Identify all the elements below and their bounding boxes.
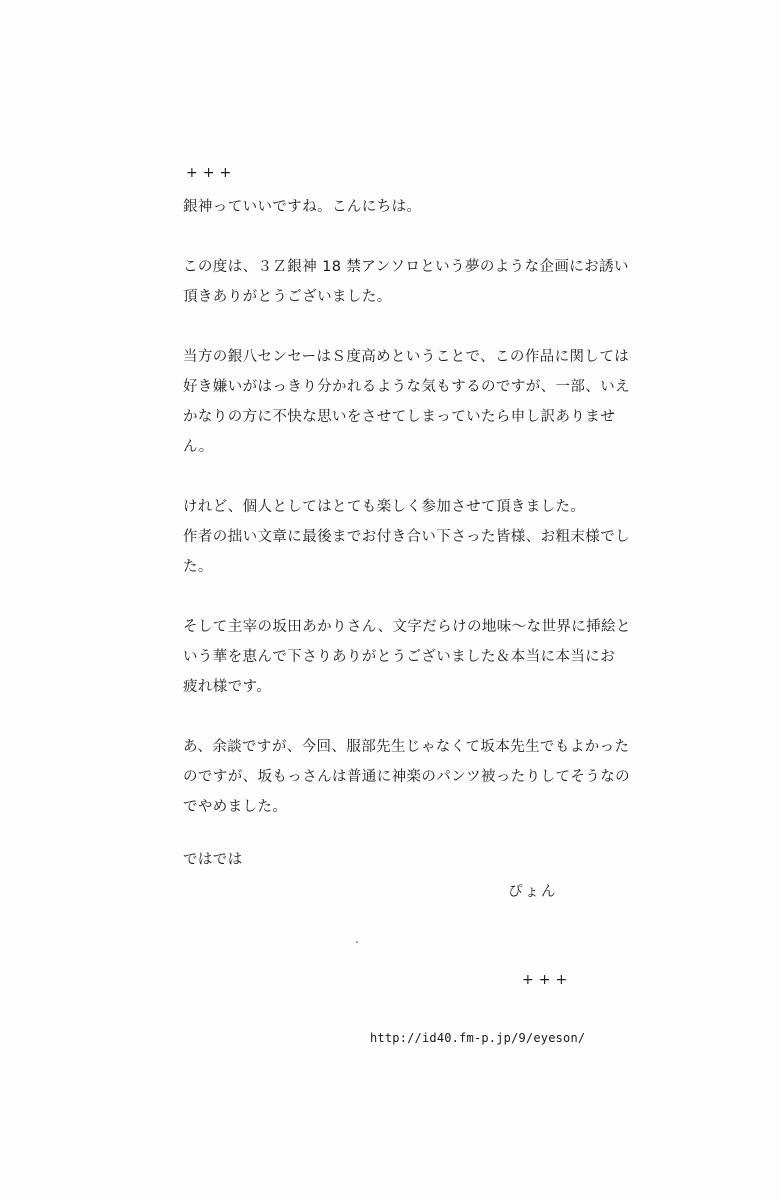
- content-line-1: 当方の銀八センセーはＳ度高めということで、この作品に関しては: [183, 349, 630, 365]
- thanks-line-1: この度は、３Ｚ銀神 18 禁アンソロという夢のような企画にお誘い: [183, 259, 629, 275]
- participation-line-2: 作者の拙い文章に最後までお付き合い下さった皆様、お粗末様でし: [183, 529, 630, 545]
- content-line-3: かなりの方に不快な思いをさせてしまっていたら申し訳ありませ: [183, 409, 616, 425]
- organizer-line-1: そして主宰の坂田あかりさん、文字だらけの地味～な世界に挿絵と: [183, 619, 631, 635]
- header-divider: +++: [186, 165, 237, 181]
- author-signature: ぴょん: [508, 884, 558, 900]
- content-line-4: ん。: [183, 439, 214, 455]
- scan-speck: [356, 941, 358, 943]
- footer-divider: +++: [522, 972, 573, 988]
- author-url: http://id40.fm-p.jp/9/eyeson/: [370, 1031, 586, 1045]
- content-line-2: 好き嫌いがはっきり分かれるような気もするのですが、一部、いえ: [183, 379, 630, 395]
- closing-line: ではでは: [183, 852, 243, 868]
- organizer-line-2: いう華を恵んで下さりありがとうございました＆本当に本当にお: [183, 649, 616, 665]
- aside-line-1: あ、余談ですが、今回、服部先生じゃなくて坂本先生でもよかった: [183, 739, 630, 755]
- organizer-line-3: 疲れ様です。: [183, 679, 272, 695]
- greeting-line: 銀神っていいですね。こんにちは。: [183, 199, 422, 215]
- participation-line-3: た。: [183, 559, 213, 575]
- participation-line-1: けれど、個人としてはとても楽しく参加させて頂きました。: [183, 499, 586, 515]
- aside-line-3: でやめました。: [183, 799, 288, 815]
- thanks-line-2: 頂きありがとうございました。: [183, 289, 392, 305]
- aside-line-2: のですが、坂もっさんは普通に神楽のパンツ被ったりしてそうなの: [183, 769, 630, 785]
